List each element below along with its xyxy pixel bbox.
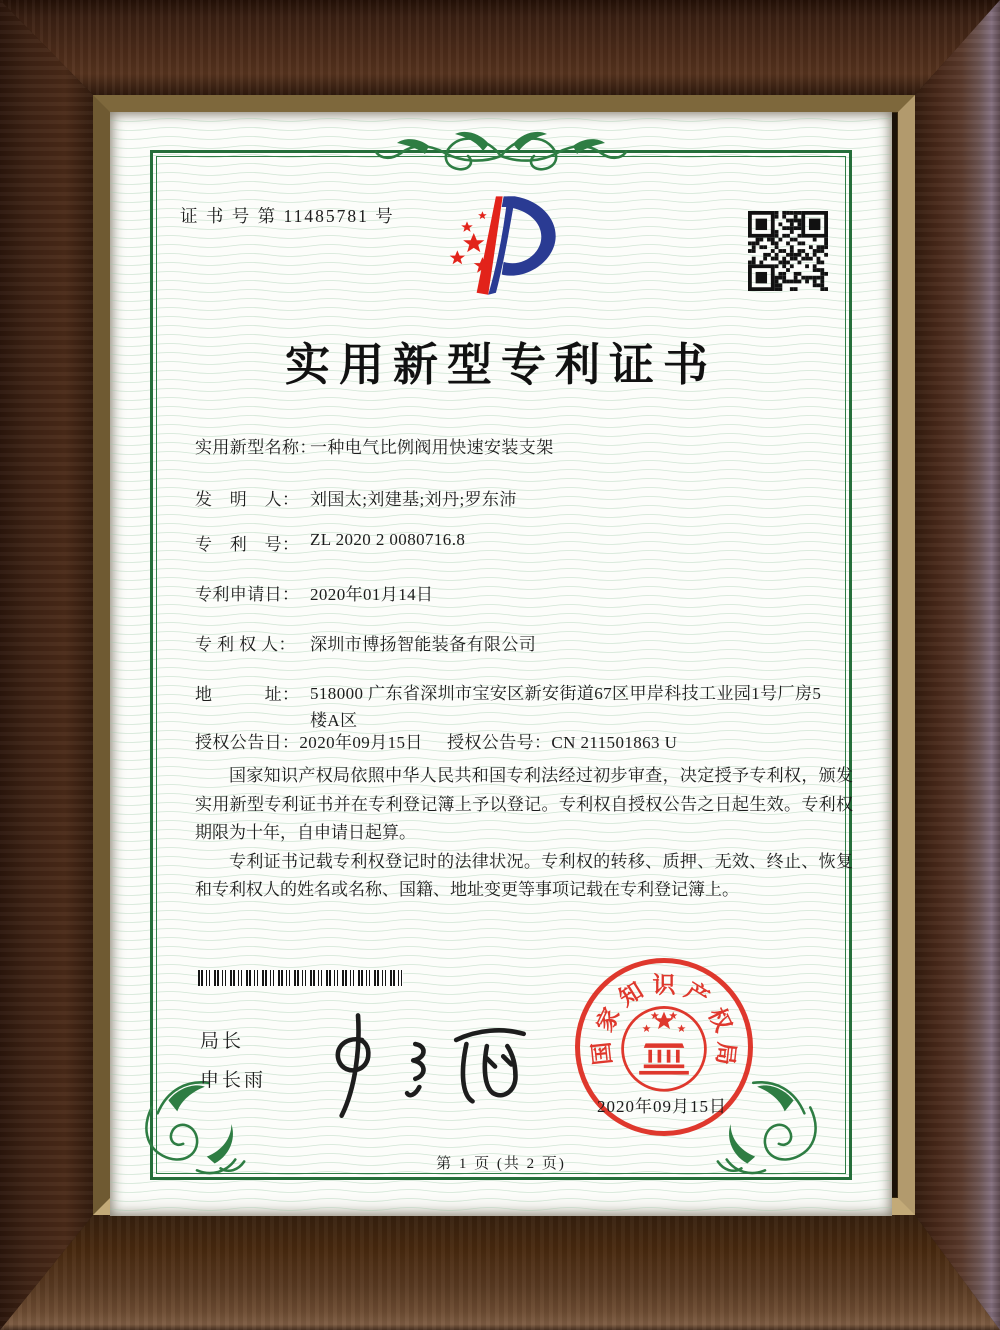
seal-date: 2020年09月15日 [597,1097,727,1116]
cnipa-logo-icon [440,190,575,302]
field-value: 2020年01月14日 [310,585,434,604]
grant-date-value: 2020年09月15日 [299,733,423,752]
field-row-patent-number [195,530,850,555]
field-row-inventors [195,485,850,510]
signer-name: 申长雨 [200,1070,267,1091]
national-emblem-icon [618,998,710,1096]
grant-number-label: 授权公告号： [447,733,552,752]
field-value: 一种电气比例阀用快速安装支架 [310,438,554,457]
field-label: 地 址： [195,685,300,704]
field-label: 发 明 人： [195,490,300,509]
grant-date-label: 授权公告日： [195,733,300,752]
field-label: 专 利 权 人： [195,635,296,654]
field-label: 实用新型名称： [195,438,317,457]
page-footer: 第 1 页 (共 2 页) [436,1156,566,1172]
frame-right [915,0,1000,1330]
field-value: ZL 2020 2 0080716.8 [310,530,466,549]
legal-paragraph-2: 专利证书记载专利权登记时的法律状况。专利权的转移、质押、无效、终止、恢复和专利权人的姓名或名称、国籍、地址变更等事项记载在专利登记簿上。 [195,851,853,899]
frame-left [0,0,93,1330]
frame-top [0,0,1000,95]
grant-number-value: CN 211501863 U [551,733,678,752]
field-row-application-date [195,580,850,605]
legal-text [195,762,853,905]
field-row-grant [195,728,850,753]
field-value: 刘国太;刘建基;刘丹;罗东沛 [310,490,517,509]
barcode [198,970,403,986]
qr-code [748,211,828,291]
certificate-title: 实用新型专利证书 [284,340,717,390]
official-seal: 国 家 知 识 产 权 局 [575,958,753,1136]
field-label: 专利申请日： [195,585,300,604]
field-row-utility-model-name [195,433,850,458]
field-value: 518000 广东省深圳市宝安区新安街道67区甲岸科技工业园1号厂房5楼A区 [310,684,822,730]
frame-bottom [0,1215,1000,1330]
certificate-paper [110,112,892,1216]
field-row-patentee [195,630,850,655]
legal-paragraph-1: 国家知识产权局依照中华人民共和国专利法经过初步审查，决定授予专利权，颁发实用新型专利证书并在专利登记簿上予以登记。专利权自授权公告之日起生效。专利权期限为十年，自申请日起算。 [195,766,853,842]
field-row-address [195,680,850,734]
field-label: 专 利 号： [195,535,300,554]
field-value: 深圳市博扬智能装备有限公司 [310,635,537,654]
certificate-number: 证 书 号 第 11485781 号 [180,206,395,226]
signer-title: 局长 [200,1031,245,1052]
top-border-ornament-icon [371,126,631,182]
director-signature [313,1005,538,1123]
